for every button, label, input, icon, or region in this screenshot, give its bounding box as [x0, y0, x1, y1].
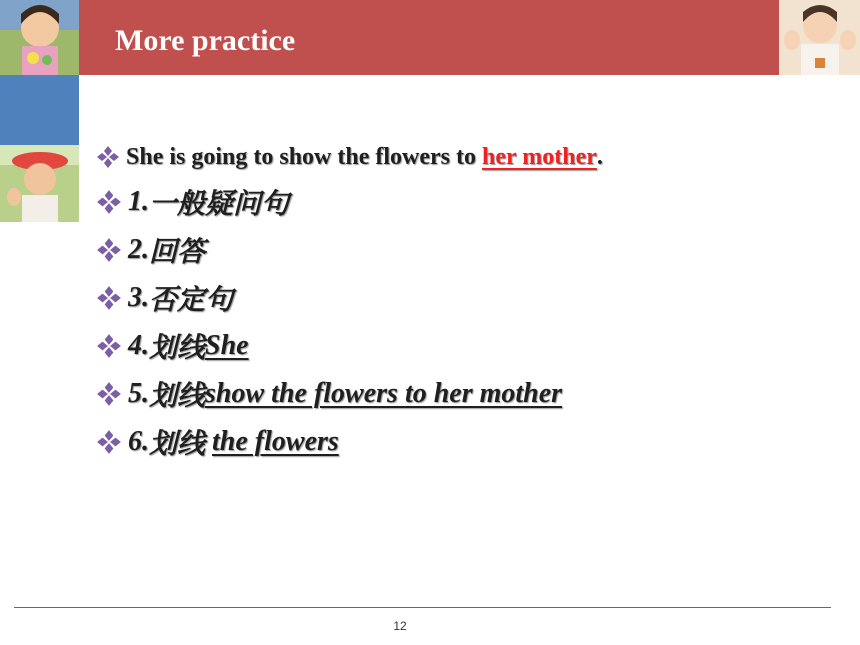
item-text-cn: 回答 — [149, 237, 206, 268]
footer-divider — [14, 607, 831, 608]
diamond-bullet-icon — [96, 381, 122, 407]
page-number: 12 — [393, 619, 407, 633]
sentence-prefix: She is going to show the flowers to — [126, 143, 483, 170]
diamond-bullet-icon — [96, 285, 122, 311]
list-item — [96, 178, 836, 226]
child-with-hat-photo — [0, 145, 79, 222]
waving-child-photo — [779, 0, 860, 75]
item-label: 6. — [128, 426, 149, 457]
item-label: 3. — [128, 282, 149, 313]
item-text-cn: 否定句 — [149, 285, 234, 316]
item-text-cn: 划线 — [149, 429, 213, 460]
item-label: 4. — [128, 330, 149, 361]
item-label: 2. — [128, 234, 149, 265]
item-underlined-answer: She — [205, 330, 249, 361]
diamond-bullet-icon — [96, 237, 122, 263]
slide-title: More practice — [115, 24, 296, 57]
title-bar — [79, 0, 779, 75]
list-item — [96, 274, 836, 322]
practice-content — [96, 136, 836, 466]
item-label: 5. — [128, 378, 149, 409]
list-item — [96, 370, 836, 418]
item-underlined-answer: the flowers — [212, 426, 339, 457]
item-text-cn: 划线 — [149, 333, 206, 364]
list-item — [96, 226, 836, 274]
diamond-bullet-icon — [96, 189, 122, 215]
diamond-bullet-icon — [96, 333, 122, 359]
list-item — [96, 322, 836, 370]
item-text-cn: 一般疑问句 — [149, 189, 290, 220]
item-text-cn: 划线 — [149, 381, 206, 412]
diamond-bullet-icon — [96, 429, 122, 455]
list-item — [96, 418, 836, 466]
sentence-highlight: her mother — [482, 143, 597, 170]
blue-accent-block — [0, 75, 79, 145]
diamond-bullet-icon — [96, 145, 120, 169]
example-sentence — [96, 136, 836, 178]
girl-with-flowers-photo — [0, 0, 79, 75]
item-underlined-answer: show the flowers to her mother — [205, 378, 563, 409]
item-label: 1. — [128, 186, 149, 217]
sentence-suffix: . — [596, 143, 603, 170]
